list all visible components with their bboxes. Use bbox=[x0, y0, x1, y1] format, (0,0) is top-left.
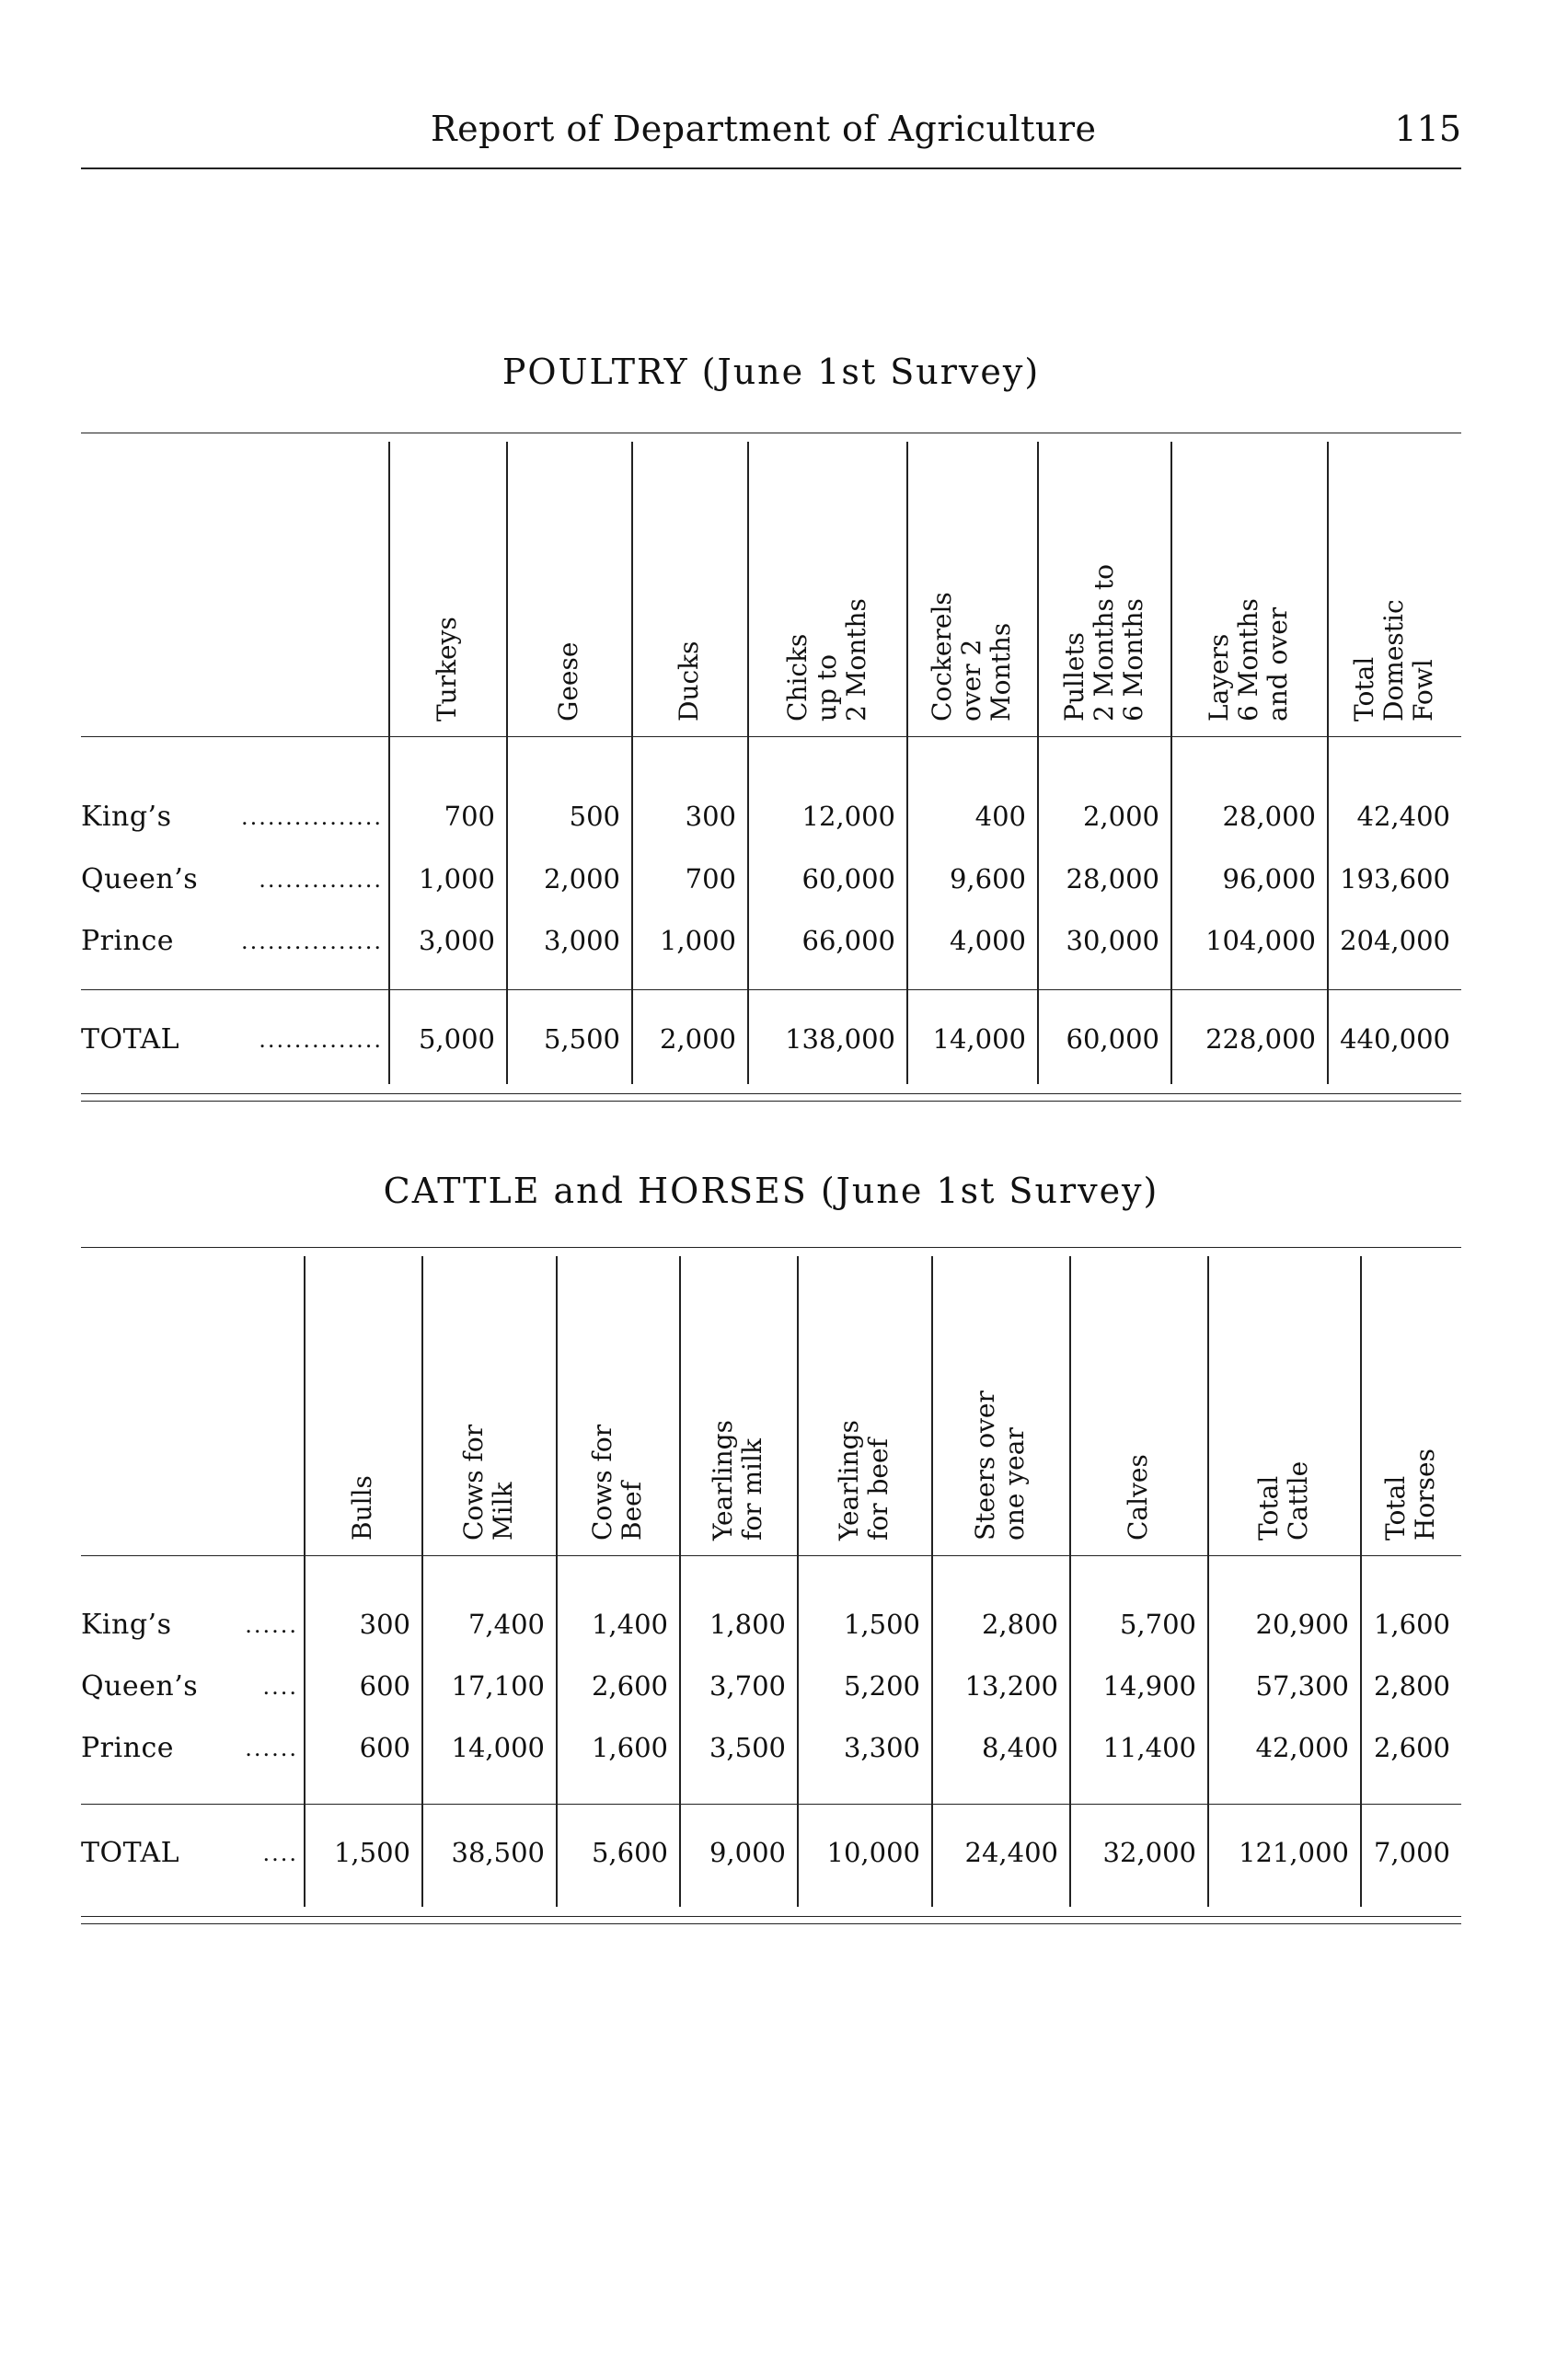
cattle-column-header-text: Yearlings bbox=[834, 1420, 864, 1541]
cattle-cell: 13,200 bbox=[964, 1670, 1058, 1702]
poultry-cell: 60,000 bbox=[1066, 1023, 1159, 1055]
poultry-column-header-text: Domestic bbox=[1378, 599, 1409, 721]
poultry-cell: 14,000 bbox=[932, 1023, 1026, 1055]
poultry-cell: 300 bbox=[685, 801, 736, 832]
poultry-column-header-text: Months bbox=[986, 622, 1016, 721]
cattle-column-header-text: Yearlings bbox=[708, 1420, 738, 1541]
poultry-column-header bbox=[432, 617, 462, 722]
poultry-column-header-text: 2 Months to bbox=[1088, 564, 1119, 721]
poultry-column-header bbox=[781, 633, 813, 722]
poultry-cell: 96,000 bbox=[1222, 863, 1316, 894]
poultry-column-header-text: Cockerels bbox=[927, 592, 957, 721]
poultry-cell: 700 bbox=[685, 863, 736, 894]
cattle-column-header-text: Beef bbox=[617, 1481, 647, 1541]
cattle-cell: 24,400 bbox=[964, 1837, 1058, 1868]
poultry-row-leader: ................ bbox=[240, 804, 383, 830]
cattle-cell: 1,500 bbox=[333, 1837, 410, 1868]
cattle-cell: 57,300 bbox=[1255, 1670, 1349, 1702]
poultry-column-divider bbox=[506, 442, 508, 1084]
running-title: Report of Department of Agriculture bbox=[431, 109, 1097, 149]
poultry-total-rule bbox=[81, 989, 1461, 990]
cattle-column-divider bbox=[1207, 1256, 1209, 1907]
page-number: 115 bbox=[1394, 109, 1461, 149]
poultry-row-leader: .............. bbox=[259, 867, 383, 893]
cattle-cell: 5,200 bbox=[843, 1670, 920, 1702]
poultry-column-header bbox=[927, 592, 957, 722]
cattle-column-header-text: one year bbox=[999, 1427, 1030, 1541]
cattle-cell: 3,300 bbox=[843, 1732, 920, 1763]
cattle-top-rule bbox=[81, 1247, 1461, 1248]
poultry-column-header-text: up to bbox=[811, 654, 842, 721]
poultry-cell: 1,000 bbox=[659, 925, 736, 956]
poultry-bottom-rule-2 bbox=[81, 1101, 1461, 1102]
poultry-cell: 5,000 bbox=[418, 1023, 495, 1055]
cattle-column-header-text: Horses bbox=[1410, 1448, 1440, 1541]
poultry-row-label: Queen’s bbox=[81, 863, 199, 895]
cattle-cell: 10,000 bbox=[826, 1837, 920, 1868]
poultry-row-leader: .............. bbox=[259, 1027, 383, 1053]
poultry-column-header bbox=[1349, 656, 1379, 722]
poultry-cell: 9,600 bbox=[949, 863, 1026, 894]
cattle-column-divider bbox=[421, 1256, 423, 1907]
poultry-cell: 138,000 bbox=[785, 1023, 895, 1055]
poultry-column-header bbox=[1262, 606, 1293, 722]
cattle-cell: 2,800 bbox=[981, 1609, 1058, 1640]
cattle-column-divider bbox=[1360, 1256, 1362, 1907]
poultry-column-header-text: Total bbox=[1349, 656, 1379, 721]
poultry-column-header-text: and over bbox=[1262, 606, 1293, 721]
poultry-title: POULTRY (June 1st Survey) bbox=[502, 352, 1041, 392]
poultry-cell: 400 bbox=[974, 801, 1026, 832]
poultry-cell: 42,400 bbox=[1356, 801, 1450, 832]
poultry-column-header bbox=[811, 654, 842, 722]
poultry-column-divider bbox=[1170, 442, 1172, 1084]
cattle-column-header-text: Cattle bbox=[1283, 1460, 1313, 1541]
poultry-column-header bbox=[1117, 598, 1148, 722]
cattle-cell: 9,000 bbox=[709, 1837, 786, 1868]
poultry-cell: 1,000 bbox=[418, 863, 495, 894]
poultry-cell: 28,000 bbox=[1066, 863, 1159, 894]
poultry-cell: 2,000 bbox=[659, 1023, 736, 1055]
poultry-column-header-text: Chicks bbox=[781, 633, 813, 721]
cattle-cell: 3,700 bbox=[709, 1670, 786, 1702]
cattle-column-header-text: Cows for bbox=[458, 1424, 489, 1541]
poultry-column-divider bbox=[1037, 442, 1039, 1084]
cattle-column-header-text: Steers over bbox=[970, 1391, 1000, 1541]
cattle-column-header-text: Milk bbox=[488, 1482, 518, 1541]
cattle-column-header-text: for beef bbox=[863, 1438, 894, 1541]
poultry-column-divider bbox=[388, 442, 390, 1084]
cattle-column-divider bbox=[304, 1256, 306, 1907]
cattle-cell: 11,400 bbox=[1102, 1732, 1196, 1763]
poultry-column-header-text: Fowl bbox=[1408, 659, 1438, 721]
poultry-cell: 104,000 bbox=[1205, 925, 1316, 956]
poultry-cell: 30,000 bbox=[1066, 925, 1159, 956]
poultry-column-header-text: Pullets bbox=[1058, 632, 1090, 721]
poultry-row-label: King’s bbox=[81, 801, 172, 833]
cattle-cell: 121,000 bbox=[1239, 1837, 1349, 1868]
cattle-bottom-rule-2 bbox=[81, 1923, 1461, 1924]
cattle-header-rule bbox=[81, 1555, 1461, 1556]
poultry-cell: 3,000 bbox=[543, 925, 620, 956]
poultry-column-header bbox=[1233, 598, 1263, 722]
cattle-cell: 38,500 bbox=[451, 1837, 545, 1868]
cattle-cell: 5,700 bbox=[1119, 1609, 1196, 1640]
cattle-cell: 1,500 bbox=[843, 1609, 920, 1640]
cattle-column-header-text: Cows for bbox=[587, 1424, 617, 1541]
cattle-total-rule bbox=[81, 1804, 1461, 1805]
cattle-column-header-text: Total bbox=[1253, 1475, 1284, 1541]
poultry-cell: 4,000 bbox=[949, 925, 1026, 956]
poultry-cell: 228,000 bbox=[1205, 1023, 1316, 1055]
cattle-row-label: King’s bbox=[81, 1609, 172, 1641]
poultry-row-label: Prince bbox=[81, 925, 174, 957]
cattle-row-label: Queen’s bbox=[81, 1670, 199, 1702]
cattle-cell: 1,800 bbox=[709, 1609, 786, 1640]
poultry-column-divider bbox=[631, 442, 633, 1084]
poultry-column-divider bbox=[906, 442, 908, 1084]
poultry-column-header bbox=[956, 639, 986, 722]
cattle-cell: 20,900 bbox=[1255, 1609, 1349, 1640]
poultry-cell: 204,000 bbox=[1340, 925, 1450, 956]
cattle-title: CATTLE and HORSES (June 1st Survey) bbox=[383, 1171, 1159, 1211]
poultry-column-header bbox=[1088, 564, 1119, 722]
poultry-column-header bbox=[674, 641, 704, 722]
poultry-cell: 440,000 bbox=[1340, 1023, 1450, 1055]
poultry-column-header bbox=[1204, 633, 1234, 722]
poultry-column-header-text: Ducks bbox=[674, 641, 704, 721]
cattle-cell: 17,100 bbox=[451, 1670, 545, 1702]
poultry-cell: 28,000 bbox=[1222, 801, 1316, 832]
poultry-column-header-text: 6 Months bbox=[1117, 598, 1148, 721]
cattle-column-header-text: for milk bbox=[737, 1438, 767, 1541]
poultry-column-header-text: Turkeys bbox=[432, 617, 462, 721]
cattle-column-divider bbox=[1069, 1256, 1071, 1907]
poultry-cell: 60,000 bbox=[801, 863, 895, 894]
cattle-cell: 2,600 bbox=[1373, 1732, 1450, 1763]
cattle-column-header-text: Calves bbox=[1123, 1454, 1153, 1541]
cattle-column-divider bbox=[931, 1256, 933, 1907]
cattle-cell: 14,900 bbox=[1102, 1670, 1196, 1702]
poultry-cell: 2,000 bbox=[543, 863, 620, 894]
cattle-cell: 300 bbox=[359, 1609, 410, 1640]
cattle-column-divider bbox=[556, 1256, 558, 1907]
poultry-cell: 12,000 bbox=[801, 801, 895, 832]
poultry-cell: 500 bbox=[569, 801, 620, 832]
poultry-column-header bbox=[1378, 599, 1409, 722]
cattle-cell: 32,000 bbox=[1102, 1837, 1196, 1868]
cattle-cell: 3,500 bbox=[709, 1732, 786, 1763]
cattle-cell: 7,400 bbox=[467, 1609, 545, 1640]
cattle-cell: 14,000 bbox=[451, 1732, 545, 1763]
poultry-cell: 193,600 bbox=[1340, 863, 1450, 894]
cattle-row-leader: ...... bbox=[245, 1612, 298, 1638]
cattle-row-label: TOTAL bbox=[81, 1837, 180, 1869]
cattle-cell: 42,000 bbox=[1255, 1732, 1349, 1763]
cattle-column-header-text: Total bbox=[1380, 1475, 1411, 1541]
poultry-cell: 66,000 bbox=[801, 925, 895, 956]
cattle-cell: 1,400 bbox=[591, 1609, 668, 1640]
poultry-cell: 2,000 bbox=[1082, 801, 1159, 832]
cattle-row-leader: .... bbox=[262, 1674, 298, 1700]
header-rule bbox=[81, 167, 1461, 169]
poultry-row-leader: ................ bbox=[240, 929, 383, 954]
poultry-column-header-text: over 2 bbox=[956, 639, 986, 721]
poultry-cell: 3,000 bbox=[418, 925, 495, 956]
poultry-column-divider bbox=[747, 442, 749, 1084]
poultry-column-header bbox=[1058, 632, 1090, 722]
poultry-column-header bbox=[553, 641, 583, 722]
cattle-column-divider bbox=[797, 1256, 799, 1907]
poultry-column-header bbox=[840, 598, 871, 722]
cattle-row-leader: .... bbox=[262, 1841, 298, 1866]
cattle-cell: 2,600 bbox=[591, 1670, 668, 1702]
poultry-column-header bbox=[986, 622, 1016, 722]
cattle-cell: 600 bbox=[359, 1670, 410, 1702]
cattle-cell: 7,000 bbox=[1373, 1837, 1450, 1868]
poultry-column-header-text: Geese bbox=[553, 641, 583, 721]
poultry-column-header-text: Layers bbox=[1204, 633, 1234, 721]
cattle-cell: 8,400 bbox=[981, 1732, 1058, 1763]
cattle-cell: 600 bbox=[359, 1732, 410, 1763]
cattle-bottom-rule-1 bbox=[81, 1916, 1461, 1917]
cattle-cell: 1,600 bbox=[591, 1732, 668, 1763]
cattle-column-header-text: Bulls bbox=[347, 1475, 377, 1541]
cattle-cell: 2,800 bbox=[1373, 1670, 1450, 1702]
cattle-column-divider bbox=[679, 1256, 681, 1907]
poultry-column-header bbox=[1408, 659, 1438, 722]
cattle-cell: 1,600 bbox=[1373, 1609, 1450, 1640]
cattle-row-label: Prince bbox=[81, 1732, 174, 1764]
poultry-column-header-text: 6 Months bbox=[1233, 598, 1263, 721]
poultry-header-rule bbox=[81, 736, 1461, 737]
poultry-bottom-rule-1 bbox=[81, 1093, 1461, 1094]
poultry-cell: 700 bbox=[444, 801, 495, 832]
poultry-column-divider bbox=[1327, 442, 1329, 1084]
poultry-cell: 5,500 bbox=[543, 1023, 620, 1055]
poultry-column-header-text: 2 Months bbox=[840, 598, 871, 721]
cattle-row-leader: ...... bbox=[245, 1736, 298, 1761]
poultry-row-label: TOTAL bbox=[81, 1023, 180, 1056]
cattle-cell: 5,600 bbox=[591, 1837, 668, 1868]
page-header bbox=[81, 109, 1461, 155]
